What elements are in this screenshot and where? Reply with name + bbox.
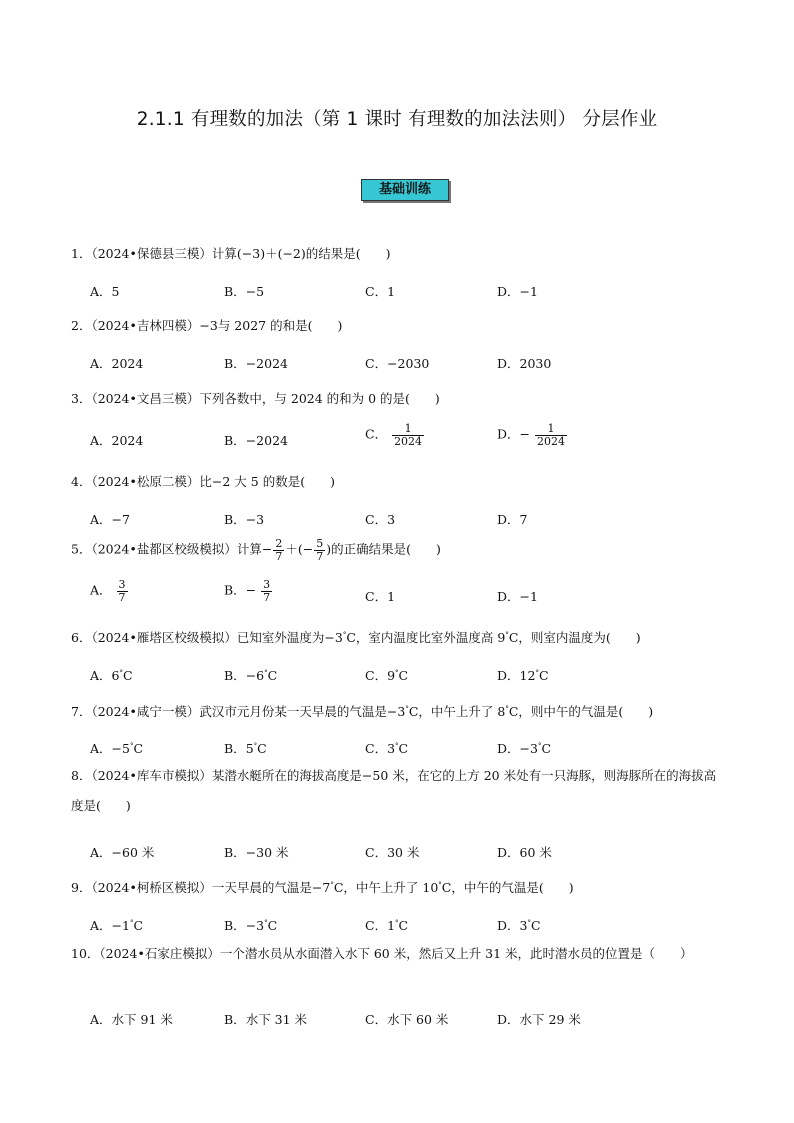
q9-option-d: D．3°C [497, 918, 541, 933]
fraction: $\frac{3}{7}$ [118, 578, 126, 604]
q10-option-b: B．水下 31 米 [224, 1012, 308, 1027]
q9-option-c: C．1°C [365, 918, 409, 933]
q6-option-b: B．−6°C [224, 668, 278, 683]
q1-option-c: C．1 [365, 284, 396, 299]
question-4: 4．（2024•松原二模）比−2 大 5 的数是( ) [71, 474, 335, 489]
q8-option-b: B．−30 米 [224, 845, 289, 860]
fraction: $\frac{1}{2024}$ [537, 422, 565, 448]
question-5: 5．（2024•盐都区校级模拟）计算− $\frac{2}{7}$ ＋(− $\frac{5}{7}$ )的正确结果是( ) [71, 537, 441, 563]
question-3: 3．（2024•文昌三模）下列各数中，与 2024 的和为 0 的是( ) [71, 391, 440, 406]
q3-option-c: C． $\frac{1}{2024}$ [365, 422, 423, 448]
section-badge: 基础训练 [361, 179, 449, 201]
q3-option-b: B．−2024 [224, 433, 288, 448]
q5-option-b: B．− $\frac{3}{7}$ [224, 578, 271, 604]
q6-option-d: D．12°C [497, 668, 549, 683]
question-8: 8．（2024•库车市模拟）某潜水艇所在的海拔高度是−50 米，在它的上方 20 米处有一只海豚，则海豚所在的海拔高度是( ) [71, 768, 717, 813]
q4-option-d: D．7 [497, 512, 528, 527]
document-title: 2.1.1 有理数的加法（第 1 课时 有理数的加法法则） 分层作业 [136, 109, 658, 130]
q5-option-a: A． $\frac{3}{7}$ [90, 578, 126, 604]
question-6: 6．（2024•雁塔区校级模拟）已知室外温度为−3°C，室内温度比室外温度高 9°C，则室内温度为( ) [71, 630, 641, 645]
q2-option-d: D．2030 [497, 356, 552, 371]
q1-option-a: A．5 [90, 284, 120, 299]
question-7: 7．（2024•咸宁一模）武汉市元月份某一天早晨的气温是−3°C，中午上升了 8°C，则中午的气温是( ) [71, 704, 654, 719]
question-2: 2．（2024•吉林四模）−3与 2027 的和是( ) [71, 318, 343, 333]
q5-option-c: C．1 [365, 589, 396, 604]
q7-option-d: D．−3°C [497, 741, 552, 756]
q9-option-a: A．−1°C [90, 918, 144, 933]
q10-option-a: A．水下 91 米 [90, 1012, 173, 1027]
q4-option-c: C．3 [365, 512, 396, 527]
q4-option-b: B．−3 [224, 512, 265, 527]
fraction: $\frac{2}{7}$ [275, 537, 283, 563]
q3-option-a: A．2024 [90, 433, 144, 448]
q3-option-d: D．− $\frac{1}{2024}$ [497, 422, 565, 448]
q10-option-d: D．水下 29 米 [497, 1012, 581, 1027]
q1-option-d: D．−1 [497, 284, 538, 299]
q9-option-b: B．−3°C [224, 918, 278, 933]
q6-option-a: A．6°C [90, 668, 133, 683]
question-9: 9．（2024•柯桥区模拟）一天早晨的气温是−7°C，中午上升了 10°C，中午的气温是( ) [71, 880, 574, 895]
q4-option-a: A．−7 [90, 512, 130, 527]
q2-option-c: C．−2030 [365, 356, 430, 371]
fraction: $\frac{1}{2024}$ [394, 422, 423, 448]
q5-option-d: D．−1 [497, 589, 538, 604]
q1-option-b: B．−5 [224, 284, 265, 299]
q10-option-c: C．水下 60 米 [365, 1012, 449, 1027]
question-10: 10．（2024•石家庄模拟）一个潜水员从水面潜入水下 60 米，然后又上升 31 米，此时潜水员的位置是（ ） [71, 946, 693, 961]
q7-option-a: A．−5°C [90, 741, 144, 756]
q7-option-c: C．3°C [365, 741, 409, 756]
fraction: $\frac{5}{7}$ [316, 537, 324, 563]
q6-option-c: C．9°C [365, 668, 409, 683]
q2-option-a: A．2024 [90, 356, 144, 371]
q8-option-c: C．30 米 [365, 845, 420, 860]
q7-option-b: B．5°C [224, 741, 267, 756]
q2-option-b: B．−2024 [224, 356, 288, 371]
question-1: 1．（2024•保德县三模）计算(−3)＋(−2)的结果是( ) [71, 246, 391, 261]
q8-option-d: D．60 米 [497, 845, 552, 860]
fraction: $\frac{3}{7}$ [263, 578, 271, 604]
q8-option-a: A．−60 米 [90, 845, 155, 860]
